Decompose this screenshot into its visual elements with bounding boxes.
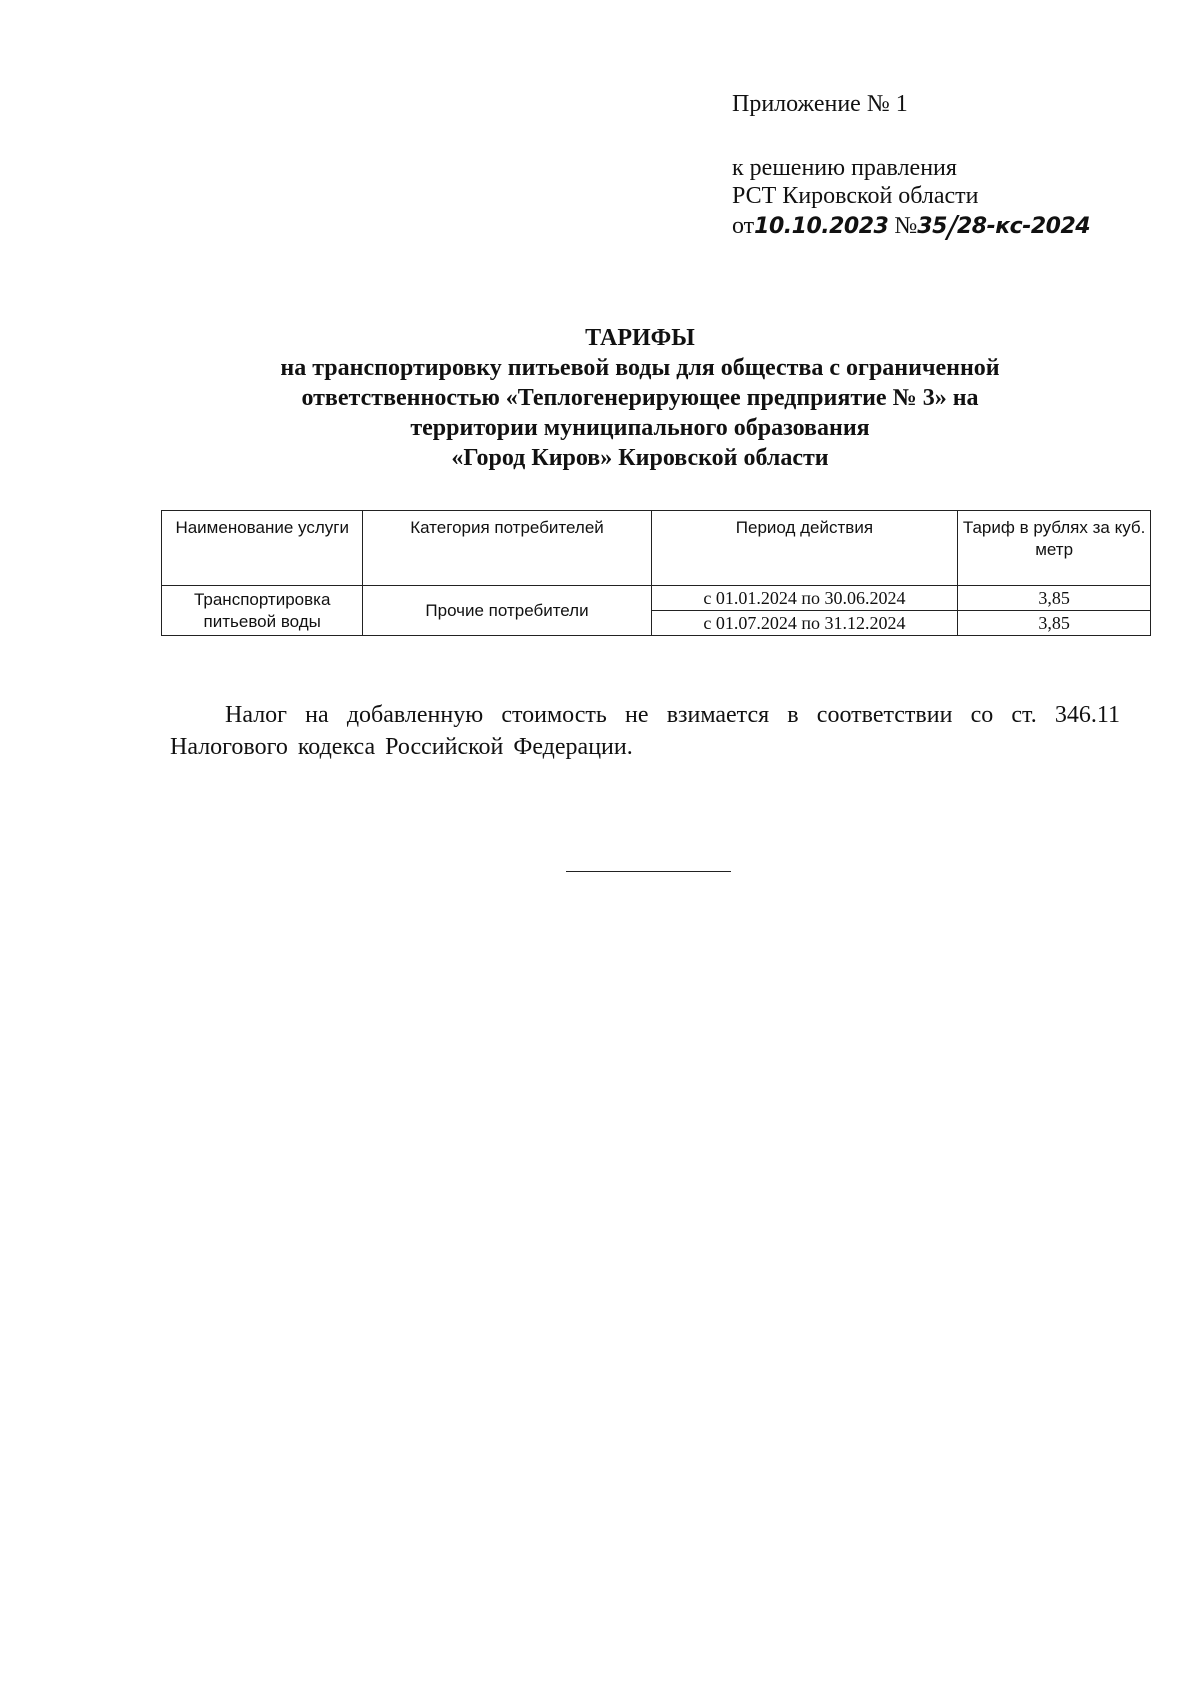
appendix-authority-line: РСТ Кировской области <box>732 183 979 209</box>
appendix-decision-line: к решению правления <box>732 155 957 181</box>
cell-tariff-value: 3,85 <box>958 586 1151 611</box>
header-period: Период действия <box>651 511 958 586</box>
table-row <box>162 586 1151 611</box>
title-line-1: на транспортировку питьевой воды для общества с ограниченной <box>280 355 1000 381</box>
cell-period: с 01.01.2024 по 30.06.2024 <box>651 586 958 611</box>
header-tariff: Тариф в рублях за куб. метр <box>958 511 1151 586</box>
table-header-row <box>162 511 1151 586</box>
handwritten-number-b: 28-кс-2024 <box>957 214 1091 239</box>
tariff-table <box>161 510 1151 636</box>
title-line-4: «Город Киров» Кировской области <box>451 445 829 471</box>
number-sign: № <box>894 213 918 239</box>
header-category: Категория потребителей <box>363 511 651 586</box>
closing-divider <box>566 871 731 872</box>
handwritten-number-a: 35 <box>917 214 947 239</box>
title-line-3: территории муниципального образования <box>410 415 870 441</box>
appendix-reference <box>732 210 1152 245</box>
handwritten-date: 10.10.2023 <box>754 214 889 239</box>
title-line-2: ответственностью «Теплогенерирующее предприятие № 3» на <box>301 385 979 411</box>
slash-mark: / <box>946 210 957 245</box>
title-heading: ТАРИФЫ <box>585 325 695 351</box>
appendix-header <box>732 90 1152 245</box>
reference-prefix: от <box>732 213 755 239</box>
vat-note: Налог на добавленную стоимость не взимается в соответствии со ст. 346.11 Налогового кодекса Российской Федерации. <box>170 702 1120 760</box>
cell-category: Прочие потребители <box>363 586 651 636</box>
cell-period: с 01.07.2024 по 31.12.2024 <box>651 611 958 636</box>
header-service: Наименование услуги <box>162 511 363 586</box>
cell-service: Транспортировка питьевой воды <box>162 586 363 636</box>
document-title <box>150 323 1130 473</box>
cell-tariff-value: 3,85 <box>958 611 1151 636</box>
appendix-title: Приложение № 1 <box>732 91 908 117</box>
